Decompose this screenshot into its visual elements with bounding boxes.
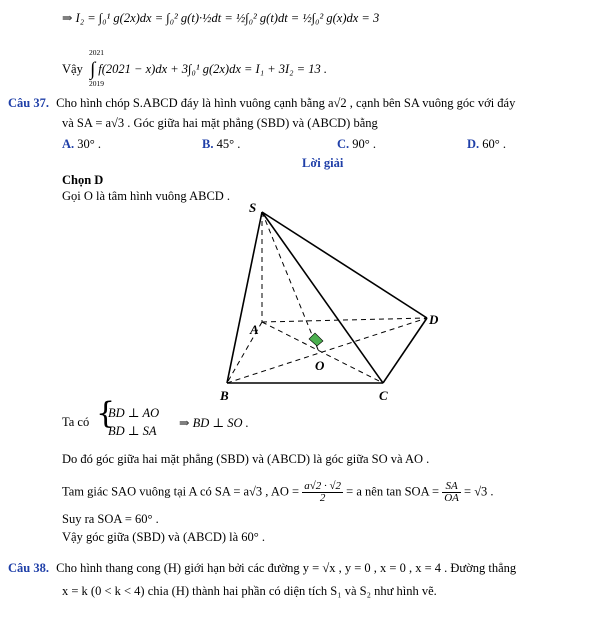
q38-line1 xyxy=(8,561,516,576)
answer-choice: Chọn D xyxy=(62,173,104,187)
q38-text2: x = k (0 < k < 4) chia (H) thành hai phần có diện tích S₁ và S₂ như hình vẽ. xyxy=(62,584,437,598)
option-d-value: 60° . xyxy=(482,137,507,151)
fraction-ao-den: 2 xyxy=(319,492,326,504)
system-result: ⇒ BD ⊥ SO . xyxy=(179,416,249,430)
tam-giac-line xyxy=(62,481,494,504)
suy-ra-line: Suy ra SOA = 60° . xyxy=(62,512,159,526)
tam-giac-c: = √3 . xyxy=(464,484,494,499)
tam-giac-b: = a nên tan SOA = xyxy=(346,484,440,499)
option-c-letter: C. xyxy=(337,137,350,151)
q37-line1 xyxy=(8,96,515,111)
option-d-letter: D. xyxy=(467,137,480,151)
option-b-value: 45° . xyxy=(216,137,241,151)
q38-text1: Cho hình thang cong (H) giới hạn bởi các đường y = √x , y = 0 , x = 0 , x = 4 . Đường thẳng xyxy=(56,561,517,575)
system-line1: BD ⊥ AO xyxy=(108,406,160,420)
do-do-line: Do đó góc giữa hai mặt phẳng (SBD) và (ABCD) là góc giữa SO và AO . xyxy=(62,452,430,466)
equation-sum xyxy=(62,48,327,88)
option-a-value: 30° . xyxy=(77,137,102,151)
label-S: S xyxy=(249,200,257,215)
option-c-value: 90° . xyxy=(352,137,377,151)
q37-text2: và SA = a√3 . Góc giữa hai mặt phẳng (SBD) và (ABCD) bằng xyxy=(62,116,378,130)
q38-label: Câu 38. xyxy=(8,561,49,575)
equation-i2: ⇒ I₂ = ∫₀¹ g(2x)dx = ∫₀² g(t)·½dt = ½∫₀² g(t)dt = ½∫₀² g(x)dx = 3 xyxy=(62,11,380,25)
sum-equation-tail: f(2021 − x)dx + 3∫₀¹ g(2x)dx = I₁ + 3I₂ = 13 . xyxy=(98,62,327,76)
system-line2: BD ⊥ SA xyxy=(108,424,157,438)
label-B: B xyxy=(220,388,229,403)
goi-o: Gọi O là tâm hình vuông ABCD . xyxy=(62,189,231,203)
option-a-letter: A. xyxy=(62,137,75,151)
taco-word: Ta có xyxy=(62,415,90,429)
label-D: D xyxy=(429,312,439,327)
integral-2019-2021: ∫ 2021 2019 xyxy=(88,48,104,88)
fraction-tan-num: SA xyxy=(442,481,461,493)
fraction-tan xyxy=(442,481,461,504)
fraction-ao xyxy=(302,481,343,504)
fraction-ao-num: a√2 · √2 xyxy=(304,480,342,492)
vay-line: Vậy góc giữa (SBD) và (ABCD) là 60° . xyxy=(62,530,266,544)
fraction-tan-den: OA xyxy=(444,492,459,504)
label-C: C xyxy=(379,388,388,403)
pyramid-figure xyxy=(205,200,445,410)
q37-text1: Cho hình chóp S.ABCD đáy là hình vuông cạnh bằng a√2 , cạnh bên SA vuông góc với đáy xyxy=(56,96,516,110)
label-O: O xyxy=(315,358,325,373)
q37-label: Câu 37. xyxy=(8,96,49,110)
tam-giac-a: Tam giác SAO vuông tại A có SA = a√3 , AO = xyxy=(62,484,300,499)
option-b-letter: B. xyxy=(202,137,214,151)
vay-word: Vậy xyxy=(62,62,83,76)
solution-title: Lời giải xyxy=(302,156,344,170)
label-A: A xyxy=(250,322,259,337)
